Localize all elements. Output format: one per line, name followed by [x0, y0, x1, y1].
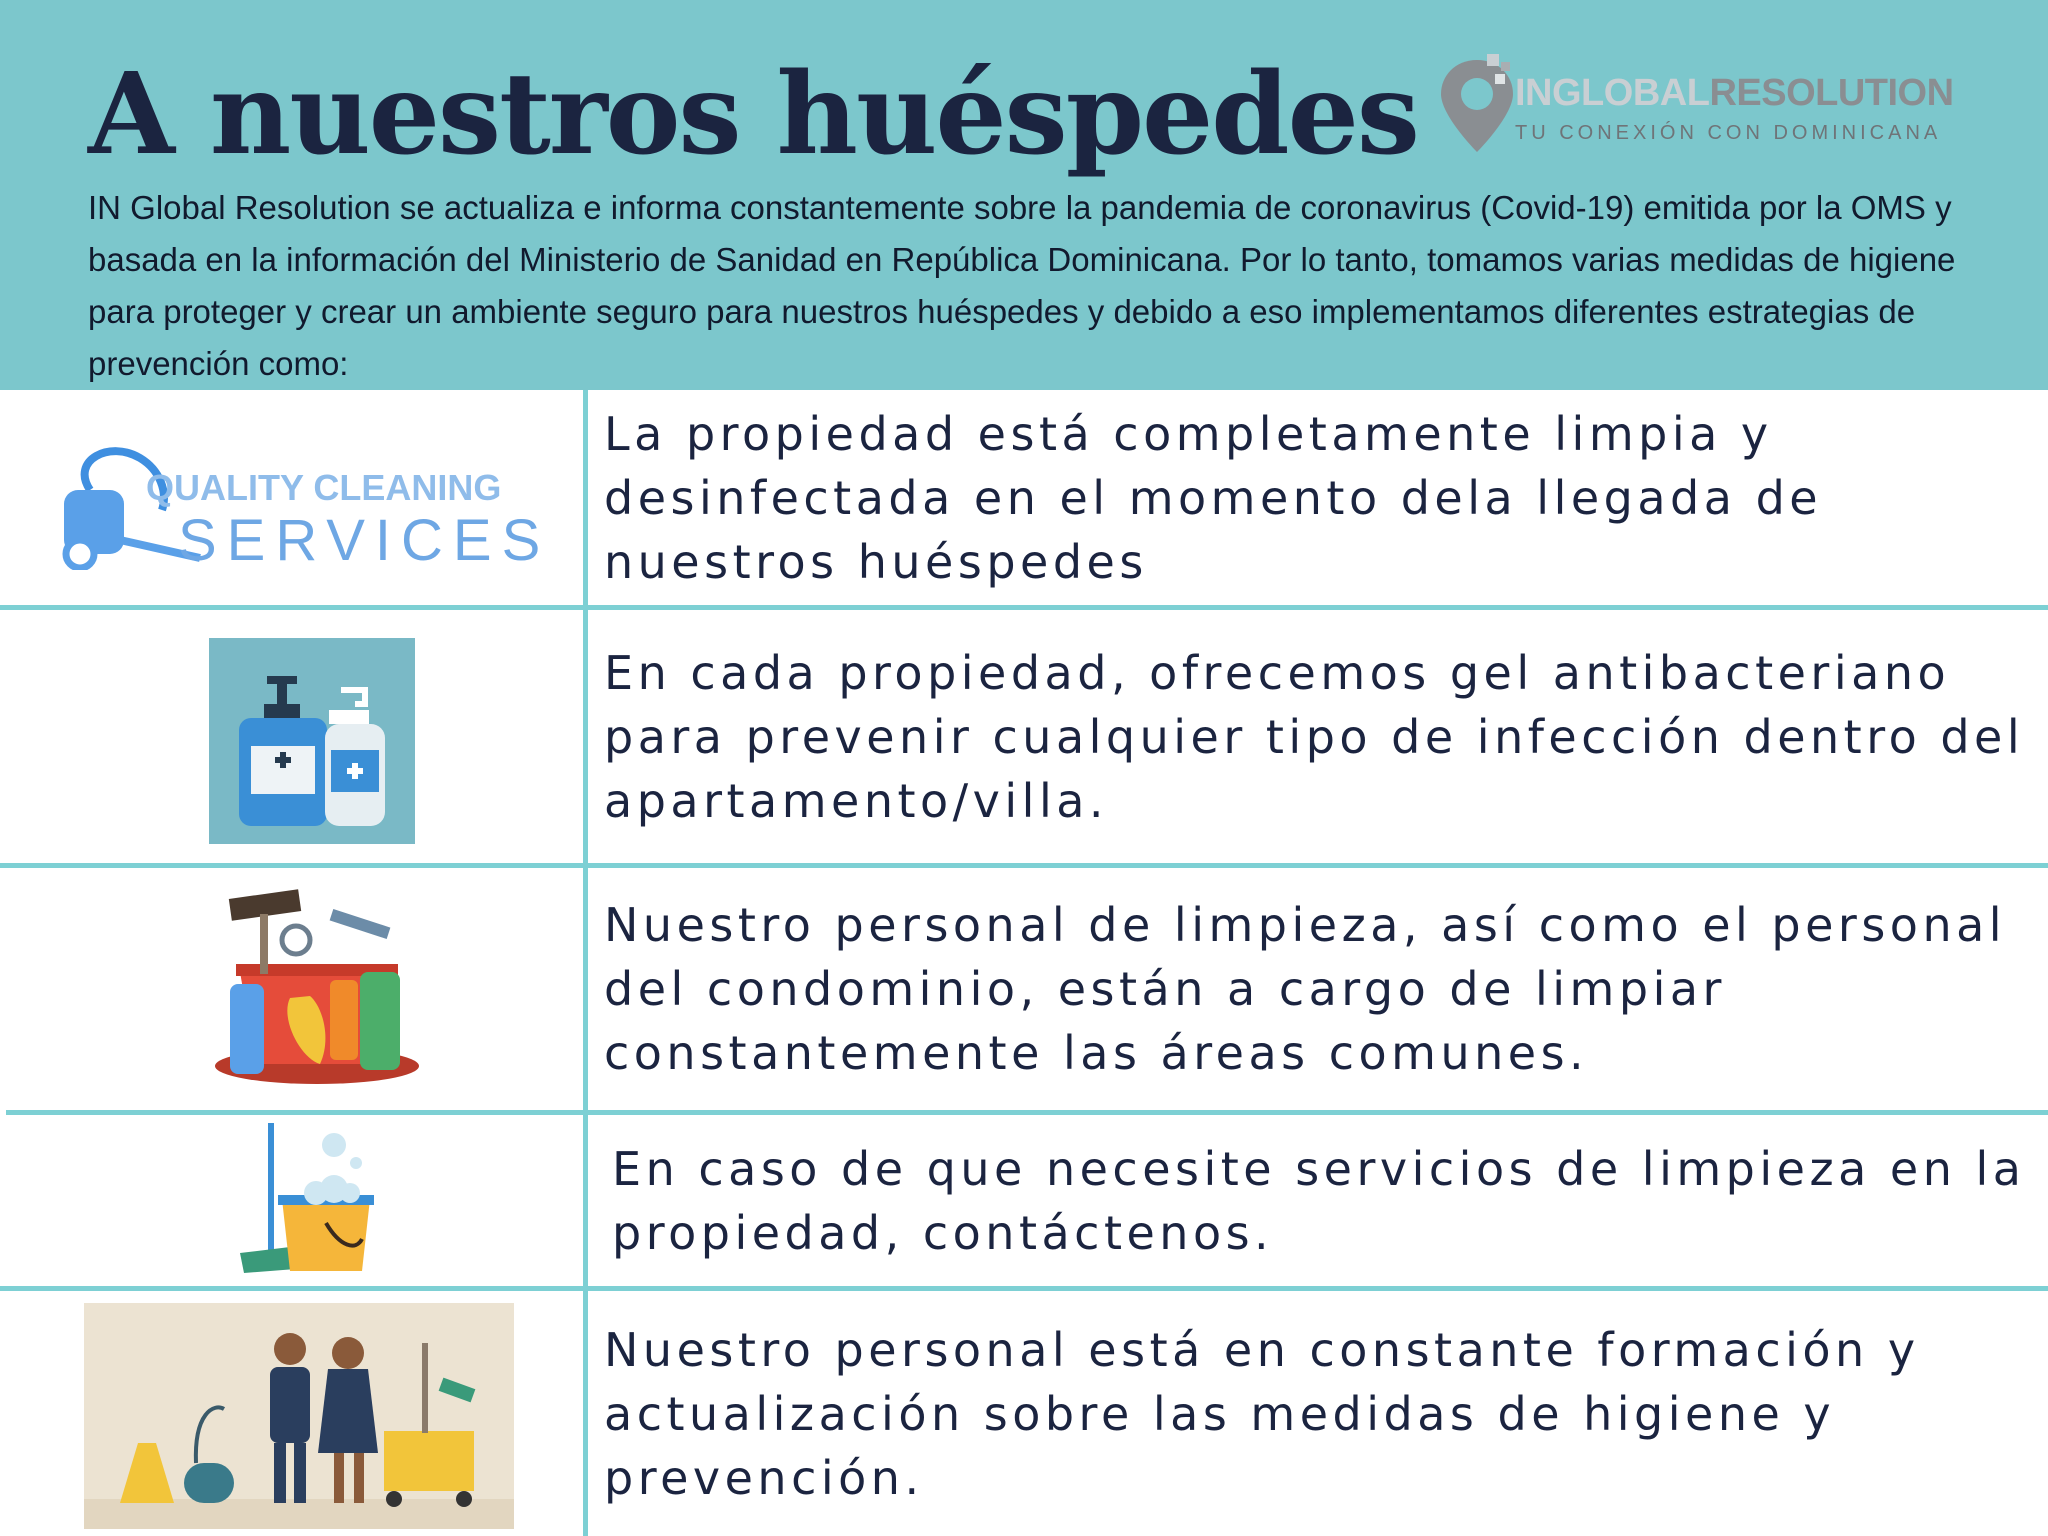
table-row	[0, 1291, 2048, 1536]
table-row	[0, 1115, 2048, 1286]
brand-tagline: TU CONEXIÓN CON DOMINICANA	[1515, 122, 1942, 144]
prevention-table	[0, 390, 2048, 1536]
header-banner	[0, 0, 2048, 390]
hand-sanitizer-icon	[209, 638, 415, 844]
table-row	[0, 390, 2048, 605]
brand-name-part1: INGLOBAL	[1515, 72, 1710, 114]
logo-text-services: SERVICES	[178, 508, 551, 570]
table-row	[0, 868, 2048, 1110]
cleaning-staff-cell	[0, 1291, 583, 1536]
mop-bucket-cell	[0, 1115, 583, 1286]
cleaning-supplies-icon	[210, 888, 424, 1088]
logo-text-quality: QUALITY CLEANING	[146, 467, 502, 508]
location-pin-icon	[1435, 52, 1525, 156]
hand-sanitizer-cell	[0, 610, 583, 863]
vacuum-cleaner-icon	[50, 430, 570, 570]
mop-bucket-icon	[230, 1123, 380, 1283]
brand-name	[1515, 72, 1954, 115]
cleaning-supplies-cell	[0, 868, 583, 1110]
brand-logo	[1435, 52, 1995, 162]
row-text: La propiedad está completamente limpia y desinfectada en el momento dela llegada de nuestros huéspedes	[604, 406, 1823, 589]
row-text: En caso de que necesite servicios de limpieza en la propiedad, contáctenos.	[612, 1141, 2026, 1260]
page-title: A nuestros huéspedes	[88, 49, 1418, 180]
table-row	[0, 610, 2048, 863]
row-text: Nuestro personal de limpieza, así como el personal del condominio, están a cargo de limpiar constantemente las áreas comunes.	[604, 898, 2007, 1080]
brand-name-part2: RESOLUTION	[1709, 72, 1954, 114]
row-text: Nuestro personal está en constante formación y actualización sobre las medidas de higiene y prevención.	[604, 1322, 1920, 1505]
intro-paragraph: IN Global Resolution se actualiza e informa constantemente sobre la pandemia de coronavirus (Covid-19) emitida por la OMS y basada en la información del Ministerio de Sanidad en República Dominicana. Por lo tanto, tomamos varias medidas de higiene para proteger y crear un ambiente seguro para nuestros huéspedes y debido a eso implementamos diferentes estrategias de prevención como:	[88, 189, 1956, 382]
cleaning-staff-illustration	[84, 1303, 514, 1529]
row-text: En cada propiedad, ofrecemos gel antibacteriano para prevenir cualquier tipo de infección dentro del apartamento/villa.	[604, 645, 2025, 828]
quality-cleaning-logo	[0, 390, 583, 605]
column-divider	[583, 390, 588, 1536]
